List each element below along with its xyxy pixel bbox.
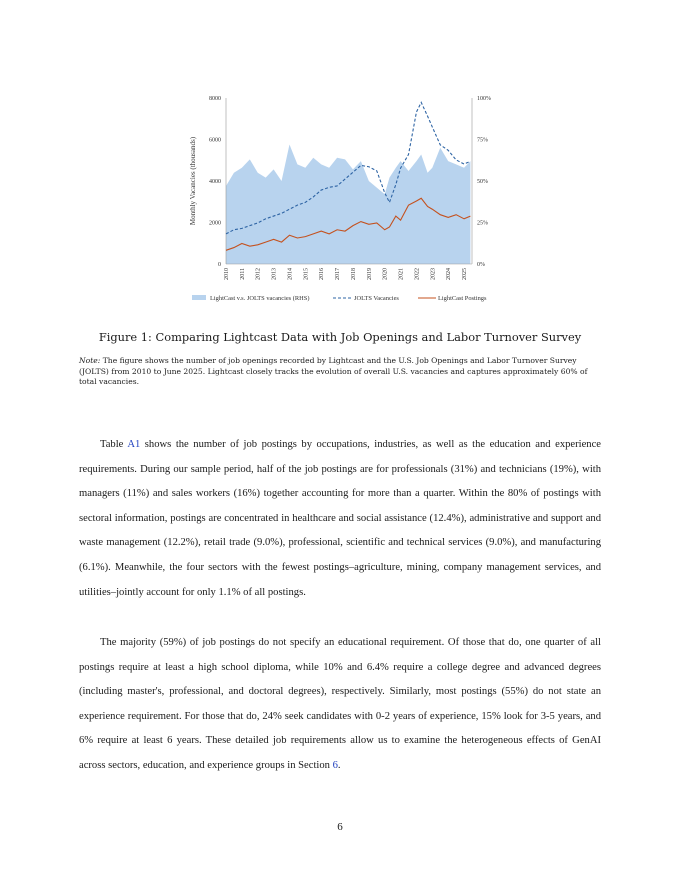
area-series-path <box>226 144 470 264</box>
figure-caption: Figure 1: Comparing Lightcast Data with Job Openings and Labor Turnover Survey <box>98 330 582 344</box>
paragraph-2 <box>79 631 601 779</box>
y-right-tick-label: 25% <box>477 220 488 227</box>
legend-swatch-area <box>192 295 206 300</box>
y-right-tick-label: 100% <box>477 96 491 102</box>
y-right-tick-label: 75% <box>477 137 488 144</box>
y-right-tick-label: 50% <box>477 179 488 185</box>
p2-text-b: . <box>337 759 341 771</box>
legend-label-area: LightCast v.s. JOLTS vacancies (RHS) <box>210 295 310 302</box>
y-left-tick-label: 0 <box>218 262 221 268</box>
y-axis-label: Monthly Vacancies (thousands) <box>189 136 197 226</box>
note-label: Note: <box>79 356 101 365</box>
x-tick-label: 2021 <box>398 268 405 280</box>
x-tick-label: 2019 <box>366 268 373 280</box>
section-6-link[interactable]: 6 <box>332 759 338 771</box>
x-tick-label: 2024 <box>446 268 453 280</box>
x-tick-label: 2013 <box>271 268 278 280</box>
legend-label-postings: LightCast Postings <box>438 295 487 302</box>
x-tick-label: 2014 <box>287 268 294 280</box>
x-tick-label: 2016 <box>319 268 326 280</box>
x-tick-label: 2012 <box>255 268 262 280</box>
p2-text-a: The majority (59%) of job postings do not specify an educational requirement. Of those that do, one quarter of all postings require at least a high school diploma, while 10% and 6.4% require a college degree and advanced degrees (including master's, professional, and doctoral degrees), respectively. Similarly, most postings (55%) do not state an experience requirement. For those that do, 24% seek candidates with 0-2 years of experience, 15% look for 3-5 years, and 6% require at least 6 years. These detailed job requirements allow us to examine the heterogeneous effects of GenAI across sectors, education, and experience groups in Section <box>79 637 601 771</box>
x-tick-label: 2011 <box>239 268 246 280</box>
figure-chart <box>186 88 500 312</box>
legend-label-jolts: JOLTS Vacancies <box>354 295 399 302</box>
y-left-tick-label: 2000 <box>209 220 221 227</box>
x-tick-label: 2015 <box>303 268 310 280</box>
x-tick-label: 2018 <box>350 268 357 280</box>
y-left-tick-label: 6000 <box>209 137 221 144</box>
y-left-tick-label: 4000 <box>209 179 221 185</box>
y-right-tick-label: 0% <box>477 262 485 268</box>
x-tick-label: 2025 <box>462 268 469 280</box>
x-tick-label: 2023 <box>430 268 437 280</box>
p1-text-a: Table <box>100 439 128 450</box>
x-tick-label: 2010 <box>224 268 230 280</box>
paragraph-1 <box>79 433 601 605</box>
page-number: 6 <box>337 821 343 833</box>
lightcast-ratio-area <box>226 144 470 264</box>
y-left-tick-label: 8000 <box>209 96 221 102</box>
p1-text-b: shows the number of job postings by occupations, industries, as well as the education and experience requirements. During our sample period, half of the job postings are for professionals (31%) and technicians (19%), with managers (11%) and sales workers (16%) together accounting for more than a quarter. Within the 80% of postings with sectoral information, postings are concentrated in healthcare and social assistance (12.4%), administrative and support and waste management (12.2%), retail trade (9.0%), professional, scientific and technical services (9.0%), and manufacturing (6.1%). Meanwhile, the four sectors with the fewest postings–agriculture, mining, company management services, and utilities–jointly account for only 1.1% of all postings. <box>79 439 601 598</box>
x-tick-label: 2017 <box>335 268 342 280</box>
note-text: The figure shows the number of job openings recorded by Lightcast and the U.S. Job Openings and Labor Turnover Survey (JOLTS) from 2010 to June 2025. Lightcast closely tracks the evolution of overall U.S. vacancies and captures approximately 60% of total vacancies. <box>79 356 588 387</box>
figure-note <box>79 356 603 388</box>
table-a1-link[interactable]: A1 <box>127 439 141 450</box>
x-tick-label: 2022 <box>414 268 421 280</box>
x-tick-label: 2020 <box>382 268 389 280</box>
